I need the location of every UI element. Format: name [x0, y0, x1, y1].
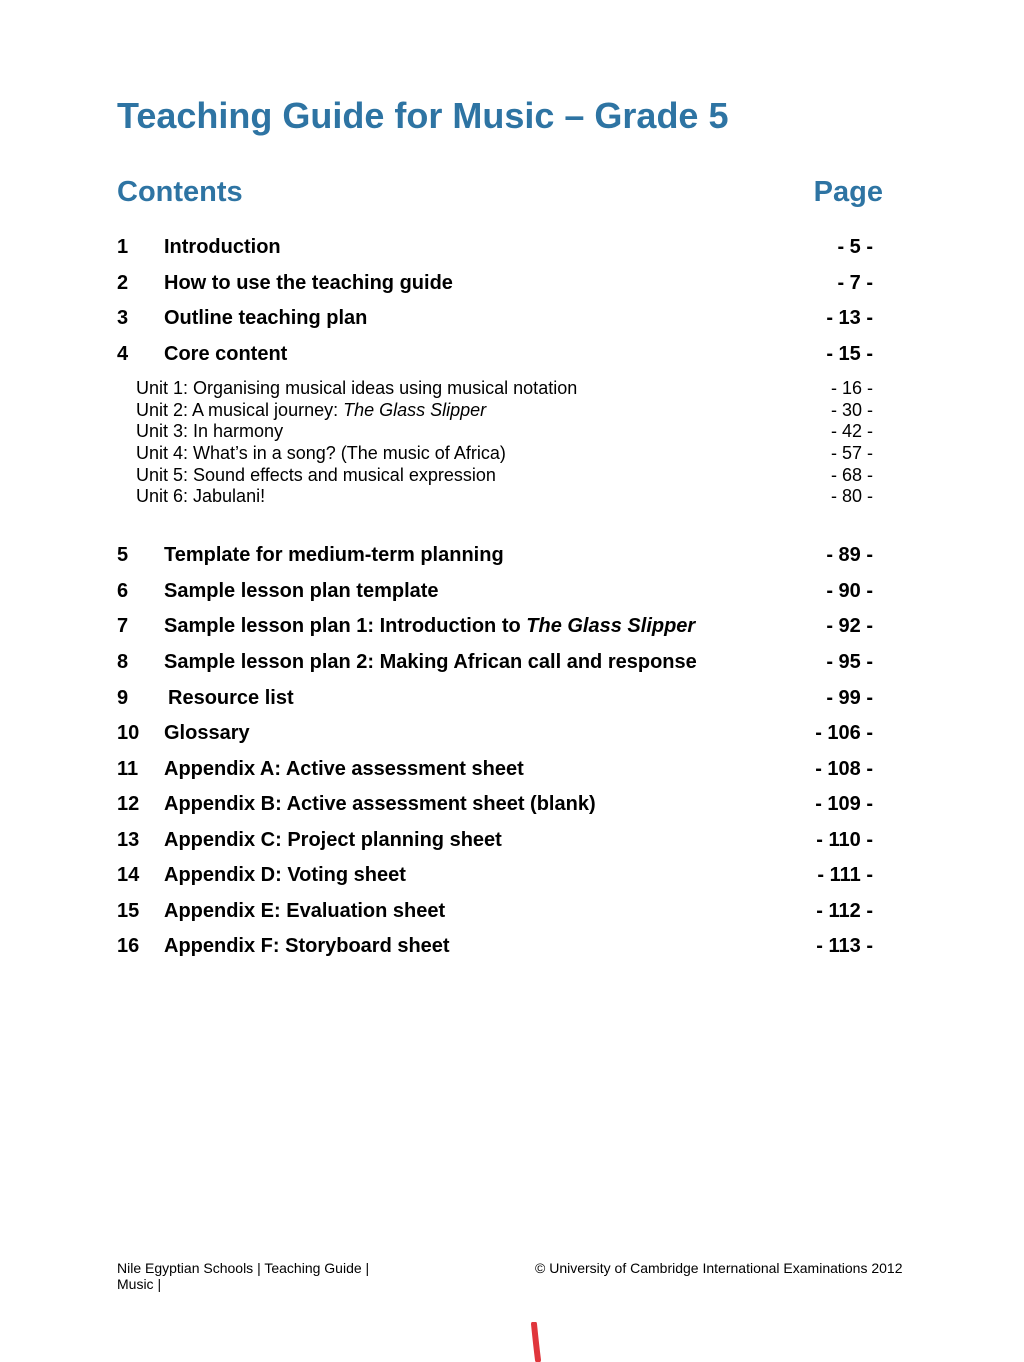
contents-heading: Contents: [117, 176, 243, 208]
toc-entry-title: Introduction: [164, 236, 281, 258]
unit-entry[interactable]: [136, 465, 873, 487]
toc-entry-number: 15: [117, 900, 140, 922]
toc-entry-number: 3: [117, 307, 129, 329]
unit-entry-title-italic: The Glass Slipper: [343, 399, 487, 420]
unit-entry-title: Unit 5: Sound effects and musical expression: [136, 464, 496, 485]
toc-entry[interactable]: [117, 687, 873, 717]
toc-entry[interactable]: [117, 758, 873, 788]
red-pen-mark: [526, 1322, 546, 1362]
unit-entry-title-text: Unit 2: A musical journey:: [136, 399, 344, 420]
toc-entry-number: 14: [117, 864, 140, 886]
toc-entry-title: Appendix C: Project planning sheet: [164, 829, 502, 851]
footer-copyright: © University of Cambridge International Examinations 2012: [535, 1260, 903, 1276]
toc-entry-title: Glossary: [164, 722, 250, 744]
unit-list: [136, 378, 873, 508]
unit-entry-title: Unit 3: In harmony: [136, 421, 284, 442]
toc-entry-page: - 111 -: [817, 864, 873, 886]
unit-entry-page: - 80 -: [830, 486, 873, 507]
toc-entry-title: Appendix E: Evaluation sheet: [164, 900, 446, 922]
unit-entry-page: - 42 -: [830, 421, 873, 442]
toc-entry[interactable]: [117, 307, 873, 337]
unit-entry-title: Unit 4: What’s in a song? (The music of Africa): [136, 443, 506, 464]
toc-entry-number: 10: [117, 722, 140, 744]
toc-entry-title-italic: The Glass Slipper: [526, 615, 696, 637]
toc-entry-number: 11: [117, 758, 139, 780]
unit-entry[interactable]: [136, 421, 873, 443]
toc-entry-number: 7: [117, 615, 129, 637]
unit-entry-page: - 57 -: [830, 443, 873, 464]
toc-entry[interactable]: [117, 272, 873, 302]
toc-entry-title: Core content: [164, 343, 288, 365]
toc-entry-page: - 106 -: [815, 722, 873, 744]
toc-entry[interactable]: [117, 829, 873, 859]
toc-entry-page: - 92 -: [826, 615, 873, 637]
toc-entry-title: Appendix A: Active assessment sheet: [164, 758, 524, 780]
toc-entry-page: - 110 -: [816, 829, 873, 851]
unit-entry-page: - 30 -: [830, 399, 873, 420]
toc-entry-page: - 15 -: [826, 343, 873, 365]
toc-entry-title: Resource list: [168, 687, 294, 709]
unit-entry-title: Unit 6: Jabulani!: [136, 486, 266, 507]
document-title: Teaching Guide for Music – Grade 5: [117, 95, 729, 136]
toc-entry-page: - 89 -: [826, 544, 873, 566]
toc-entry-number: 6: [117, 580, 129, 602]
toc-entry-title: [164, 615, 695, 638]
unit-entry[interactable]: [136, 400, 873, 422]
toc-entry[interactable]: [117, 722, 873, 752]
toc-entry-title: Template for medium-term planning: [164, 544, 504, 566]
toc-entry[interactable]: [117, 935, 873, 965]
toc-entry[interactable]: [117, 864, 873, 894]
toc-entry-number: 4: [117, 343, 129, 365]
toc-entry-page: - 99 -: [826, 687, 873, 709]
toc-entry-page: - 113 -: [816, 935, 873, 957]
toc-entry-page: - 90 -: [826, 580, 873, 602]
toc-entry-title: Appendix D: Voting sheet: [164, 864, 406, 886]
toc-entry-page: - 5 -: [837, 236, 873, 258]
toc-entry-number: 9: [117, 687, 129, 709]
toc-entry-title: Appendix B: Active assessment sheet (blank): [164, 793, 596, 815]
toc-entry-title: Outline teaching plan: [164, 307, 368, 329]
toc-entry-title: Appendix F: Storyboard sheet: [164, 935, 450, 957]
toc-entry-page: - 112 -: [816, 900, 873, 922]
toc-entry[interactable]: [117, 343, 873, 373]
page-column-heading: Page: [813, 176, 883, 208]
toc-entry-number: 8: [117, 651, 129, 673]
toc-entry-number: 12: [117, 793, 140, 815]
unit-entry-title: Unit 1: Organising musical ideas using musical notation: [136, 378, 578, 398]
toc-entry-title-text: Sample lesson plan 1: Introduction to: [164, 615, 527, 637]
toc-entry-title: How to use the teaching guide: [164, 272, 453, 294]
toc-entry[interactable]: [117, 793, 873, 823]
toc-entry-number: 13: [117, 829, 140, 851]
toc-entry-number: 1: [117, 236, 129, 258]
toc-entry[interactable]: [117, 580, 873, 610]
unit-entry-title: [136, 400, 486, 421]
toc-entry-page: - 7 -: [837, 272, 873, 294]
toc-entry-page: - 109 -: [815, 793, 873, 815]
toc-entry-title: Sample lesson plan template: [164, 580, 439, 602]
toc-entry[interactable]: [117, 544, 873, 574]
toc-entry-page: - 108 -: [815, 758, 873, 780]
toc-entry[interactable]: [117, 615, 873, 645]
footer-left-text: Nile Egyptian Schools | Teaching Guide | Music |: [117, 1260, 370, 1292]
unit-entry[interactable]: [136, 443, 873, 465]
toc-entry[interactable]: [117, 900, 873, 930]
toc-entry-title: Sample lesson plan 2: Making African call and response: [164, 651, 697, 673]
unit-entry-page: - 68 -: [830, 464, 873, 485]
toc-entry-number: 2: [117, 272, 129, 294]
toc-entry-number: 16: [117, 935, 140, 957]
toc-entry-number: 5: [117, 544, 129, 566]
unit-entry-page: - 16 -: [830, 378, 873, 398]
toc-entry-page: - 95 -: [826, 651, 873, 673]
toc-entry[interactable]: [117, 236, 873, 266]
unit-entry[interactable]: [136, 378, 873, 400]
toc-entry[interactable]: [117, 651, 873, 681]
toc-entry-page: - 13 -: [826, 307, 873, 329]
unit-entry[interactable]: [136, 486, 873, 508]
